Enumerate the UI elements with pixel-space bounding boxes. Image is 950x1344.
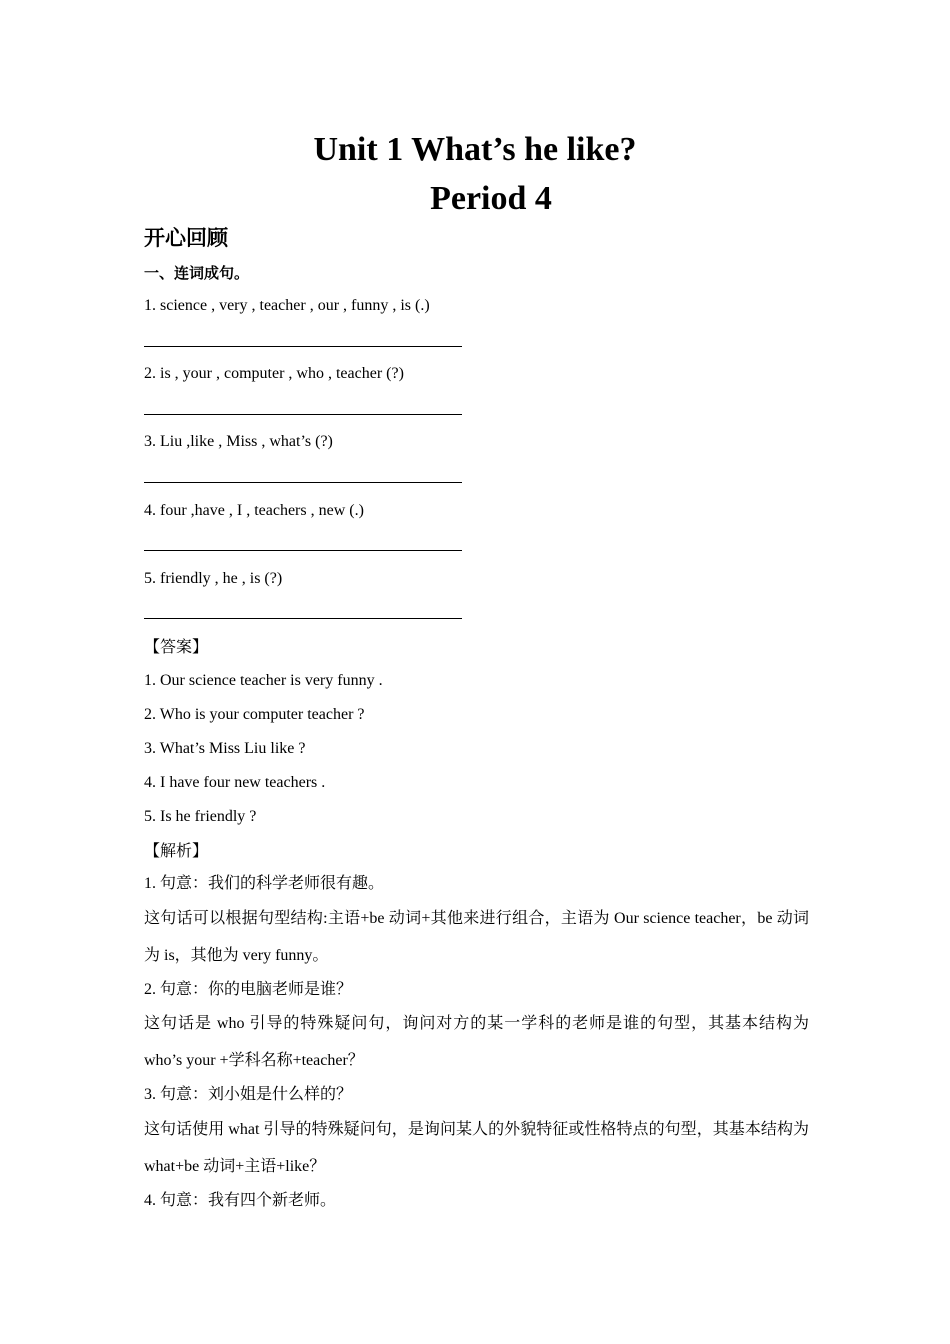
answer-item-1: 1. Our science teacher is very funny . xyxy=(144,672,383,689)
question-3: 3. Liu ,like , Miss , what’s (?) xyxy=(144,433,333,450)
exercise-heading: 一、连词成句。 xyxy=(144,264,250,282)
analysis-q3-meaning: 3. 句意：刘小姐是什么样的？ xyxy=(144,1086,353,1103)
section-heading: 开心回顾 xyxy=(144,226,228,250)
answer-item-4: 4. I have four new teachers . xyxy=(144,774,326,791)
analysis-heading: 【解析】 xyxy=(144,841,209,860)
question-2: 2. is , your , computer , who , teacher (?) xyxy=(144,365,404,382)
analysis-q2-explanation: 这句话是 who 引导的特殊疑问句，询问对方的某一学科的老师是谁的句型，其基本结构为 who’s your +学科名称+teacher？ xyxy=(144,1015,809,1069)
answer-blank-1 xyxy=(144,346,462,347)
answer-heading: 【答案】 xyxy=(144,637,209,656)
question-1: 1. science , very , teacher , our , funny , is (.) xyxy=(144,297,430,314)
answer-blank-5 xyxy=(144,618,462,619)
document-title: Unit 1 What’s he like? xyxy=(313,131,637,168)
analysis-q1-explanation: 这句话可以根据句型结构:主语+be 动词+其他来进行组合，主语为 Our science teacher，be 动词为 is，其他为 very funny。 xyxy=(144,910,809,964)
answer-item-2: 2. Who is your computer teacher ? xyxy=(144,706,365,723)
answer-blank-4 xyxy=(144,550,462,551)
document-subtitle: Period 4 xyxy=(430,180,552,217)
analysis-q1-meaning: 1. 句意：我们的科学老师很有趣。 xyxy=(144,875,385,892)
answer-item-5: 5. Is he friendly ? xyxy=(144,808,257,825)
analysis-q2-meaning: 2. 句意：你的电脑老师是谁？ xyxy=(144,981,353,998)
question-4: 4. four ,have , I , teachers , new (.) xyxy=(144,502,364,519)
answer-blank-2 xyxy=(144,414,462,415)
answer-item-3: 3. What’s Miss Liu like ? xyxy=(144,740,306,757)
question-5: 5. friendly , he , is (?) xyxy=(144,570,283,587)
analysis-q3-explanation: 这句话使用 what 引导的特殊疑问句，是询问某人的外貌特征或性格特点的句型，其基本结构为 what+be 动词+主语+like？ xyxy=(144,1121,809,1175)
analysis-q4-meaning: 4. 句意：我有四个新老师。 xyxy=(144,1192,337,1209)
answer-blank-3 xyxy=(144,482,462,483)
